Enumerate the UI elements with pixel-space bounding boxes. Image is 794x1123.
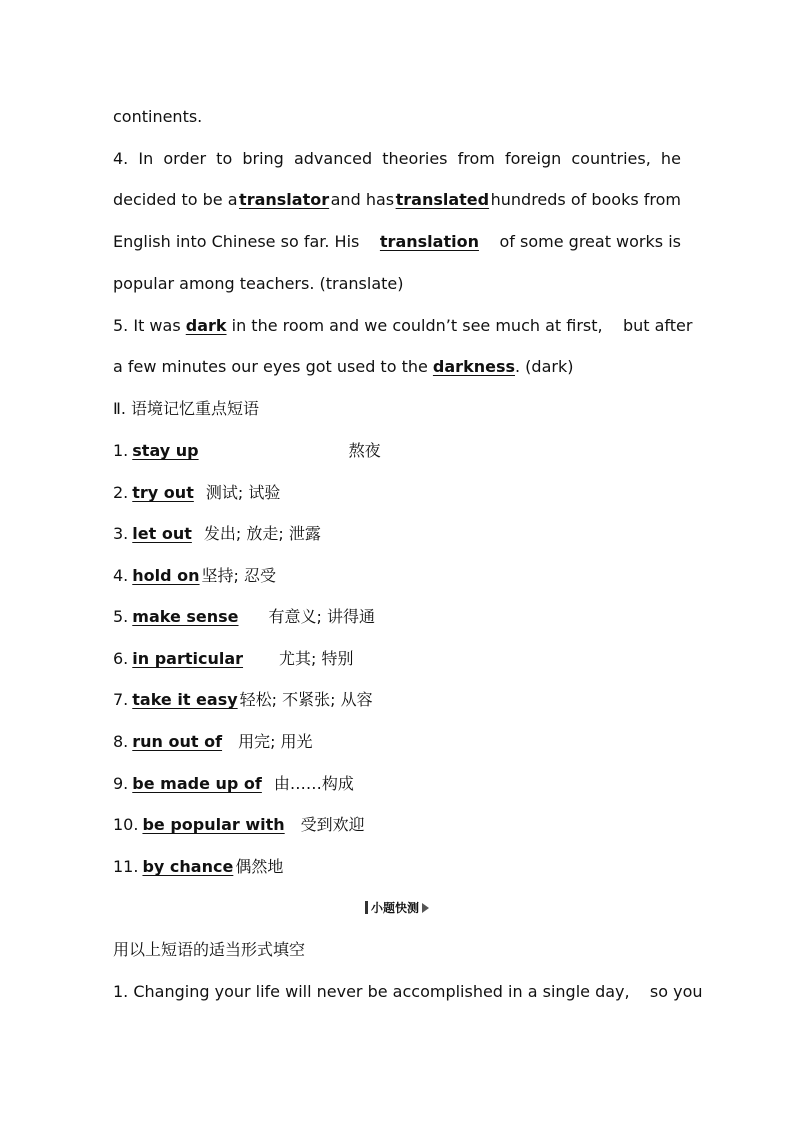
phrase-answer: hold on (132, 566, 200, 585)
phrase-meaning: 发出; 放走; 泄露 (203, 524, 321, 543)
phrase-item (113, 566, 681, 586)
phrase-answer: try out (132, 483, 194, 502)
item5-line1 (113, 316, 693, 336)
phrase-answer: run out of (132, 732, 223, 751)
item5-l2-text-a: a few minutes our eyes got used to the (113, 357, 433, 376)
phrase-meaning: 由……构成 (273, 774, 354, 793)
phrase-number: 8. (113, 732, 129, 751)
item4-l2-text-a: decided to be a (113, 190, 238, 209)
item4-l1-word: bring (242, 149, 284, 168)
answer-darkness: darkness (432, 357, 515, 376)
phrase-item (113, 607, 681, 627)
answer-dark: dark (185, 316, 227, 335)
phrase-answer: make sense (132, 607, 239, 626)
phrase-number: 4. (113, 566, 129, 585)
phrase-item (113, 857, 681, 877)
quiz-badge (365, 899, 429, 916)
badge-arrow-icon (422, 903, 429, 913)
item4-l1-word: 4. (113, 149, 129, 168)
item5-line2 (113, 357, 681, 377)
phrase-number: 9. (113, 774, 129, 793)
item5-l2-text-b: . (dark) (515, 357, 574, 376)
item4-l1-word: foreign (505, 149, 562, 168)
phrase-item (113, 690, 681, 710)
item4-l1-word: from (457, 149, 495, 168)
item4-l2-text-b: and has (330, 190, 395, 209)
quiz-badge-wrap (0, 899, 794, 918)
phrase-meaning: 有意义; 讲得通 (268, 607, 375, 626)
phrase-answer: stay up (132, 441, 199, 460)
answer-translation: translation (379, 232, 479, 251)
item5-l1-text-a: 5. It was (113, 316, 186, 335)
badge-bar-icon (365, 901, 368, 914)
phrase-item (113, 483, 681, 503)
phrase-answer: take it easy (132, 690, 238, 709)
answer-translated: translated (395, 190, 490, 209)
phrase-item (113, 732, 681, 752)
item4-l1-word: In (138, 149, 154, 168)
answer-translator: translator (239, 190, 330, 209)
phrase-item (113, 441, 681, 461)
paragraph-tail: continents. (113, 107, 203, 126)
exercise-1: 1. Changing your life will never be accomplished in a single day, so you (113, 982, 703, 1001)
phrase-meaning: 用完; 用光 (238, 732, 313, 751)
item4-l1-word: he (660, 149, 681, 168)
phrase-number: 3. (113, 524, 129, 543)
phrase-meaning: 坚持; 忍受 (201, 566, 277, 585)
phrase-meaning: 受到欢迎 (300, 815, 365, 834)
phrase-meaning: 测试; 试验 (205, 483, 281, 502)
phrase-number: 10. (113, 815, 139, 834)
item4-l1-word: theories (382, 149, 448, 168)
phrase-answer: by chance (142, 857, 234, 876)
phrase-item (113, 774, 681, 794)
phrase-meaning: 尤其; 特别 (279, 649, 354, 668)
phrase-number: 2. (113, 483, 129, 502)
phrase-number: 7. (113, 690, 129, 709)
item4-l2-text-c: hundreds of books from (490, 190, 681, 209)
item4-l3-text-b: of some great works is (499, 232, 681, 251)
phrase-number: 11. (113, 857, 139, 876)
phrase-answer: be made up of (132, 774, 262, 793)
item4-l1-word: countries, (571, 149, 651, 168)
phrase-answer: let out (132, 524, 192, 543)
item4-l1-word: order (163, 149, 207, 168)
item4-line3 (113, 232, 681, 252)
phrase-meaning: 熬夜 (348, 441, 381, 460)
section2-heading: Ⅱ. 语境记忆重点短语 (113, 399, 260, 418)
item4-line2 (113, 190, 681, 210)
phrase-meaning: 偶然地 (235, 857, 284, 876)
phrase-item (113, 815, 681, 835)
phrase-number: 5. (113, 607, 129, 626)
quiz-badge-label: 小题快测 (370, 901, 419, 915)
phrase-answer: in particular (132, 649, 244, 668)
phrase-answer: be popular with (142, 815, 285, 834)
phrase-number: 1. (113, 441, 129, 460)
phrase-meaning: 轻松; 不紧张; 从容 (239, 690, 373, 709)
item4-line1 (113, 149, 681, 169)
phrase-item (113, 524, 681, 544)
item4-l1-word: advanced (293, 149, 373, 168)
fill-instruction: 用以上短语的适当形式填空 (113, 940, 306, 959)
phrase-item (113, 649, 681, 669)
item4-line4: popular among teachers. (translate) (113, 274, 404, 293)
item4-l1-word: to (216, 149, 233, 168)
phrase-number: 6. (113, 649, 129, 668)
item4-l3-text-a: English into Chinese so far. His (113, 232, 360, 251)
item5-l1-text-b: in the room and we couldn’t see much at first, but after (226, 316, 693, 335)
